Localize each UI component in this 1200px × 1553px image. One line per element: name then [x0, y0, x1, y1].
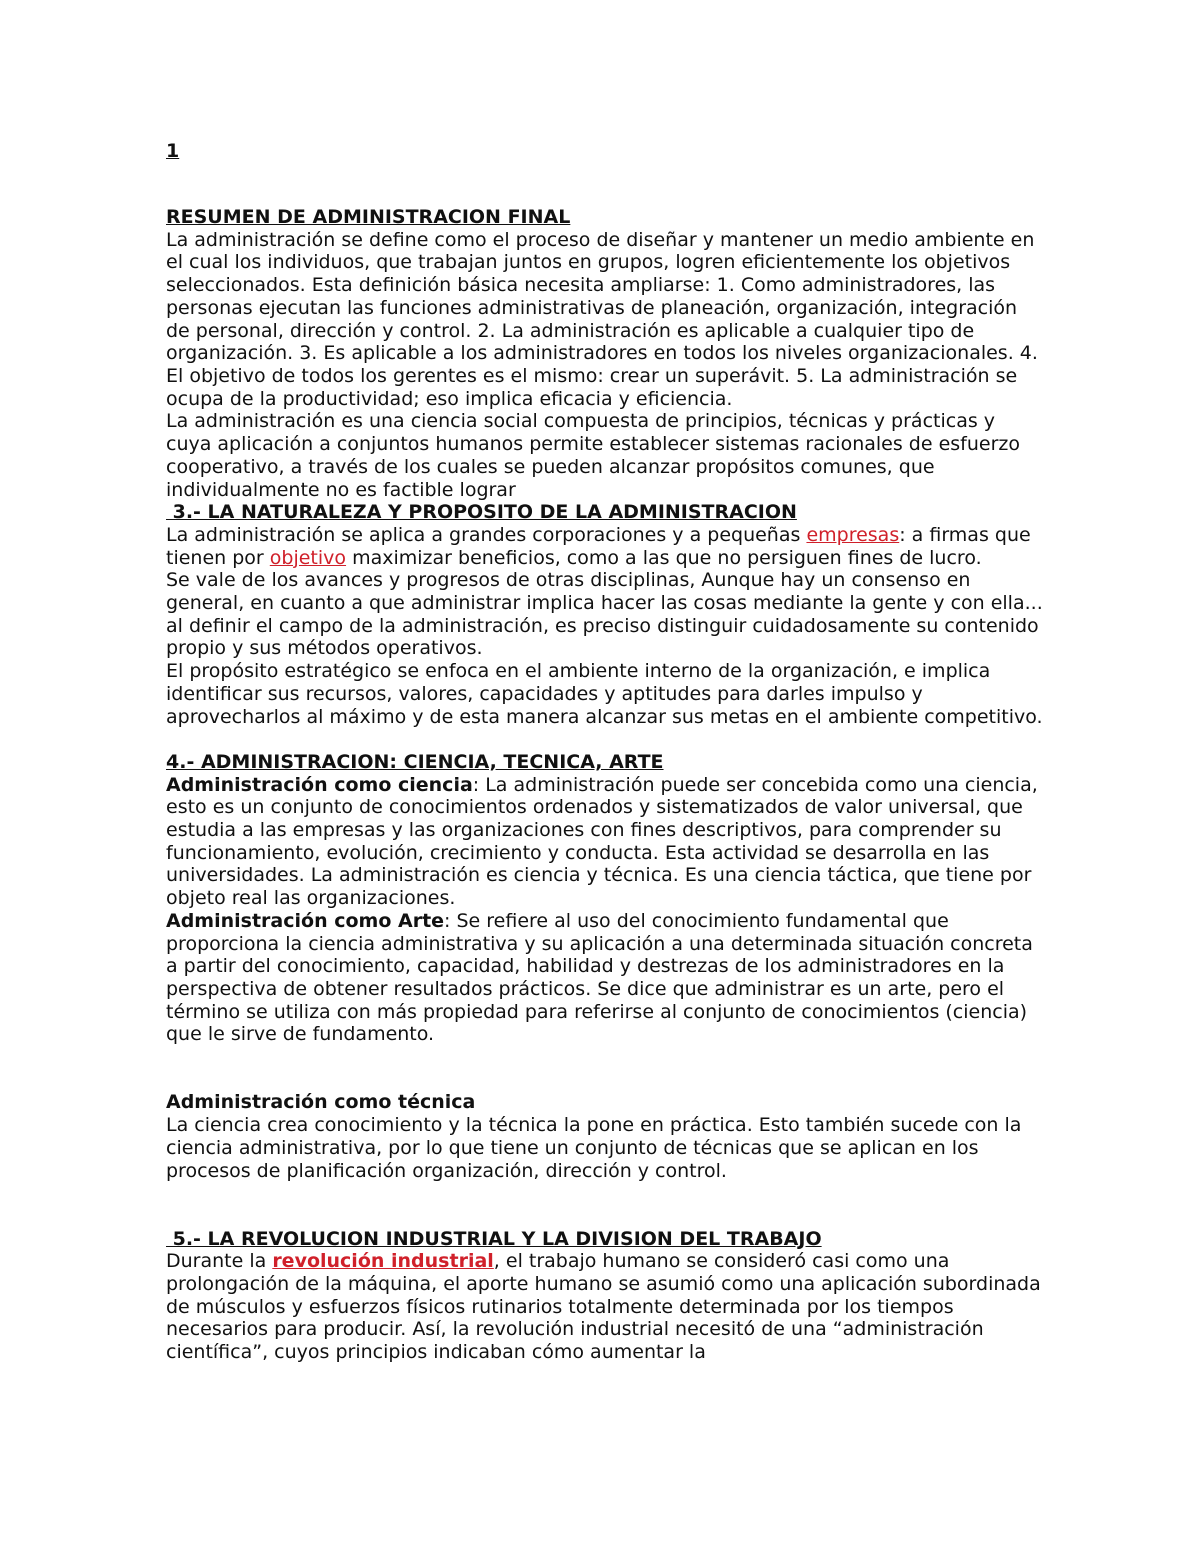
tecnica-heading: Administración como técnica	[166, 1091, 476, 1114]
ciencia-paragraph	[166, 774, 1046, 910]
tecnica-paragraph: La ciencia crea conocimiento y la técnica la pone en práctica. Esto también sucede con la ciencia administrativa, por lo que tiene un conjunto de técnicas que se aplican en los procesos de planificación organización, dirección y control.	[166, 1114, 1022, 1182]
arte-term: Administración como Arte	[166, 909, 445, 932]
document-body	[166, 138, 1046, 1364]
section-3-text-b: : a firmas que tienen por	[166, 523, 1031, 569]
section-3-text-c: maximizar beneficios, como a las que no persiguen fines de lucro.	[346, 546, 982, 569]
spacer	[166, 1069, 1046, 1092]
section-3-paragraph-2: Se vale de los avances y progresos de otras disciplinas, Aunque hay un consenso en general, en cuanto a que administrar implica hacer las cosas mediante la gente y con ella... al definir el campo de la administración, es preciso distinguir cuidadosamente su contenido propio y sus métodos operativos.	[166, 569, 1043, 660]
objetivo-link[interactable]: objetivo	[269, 546, 347, 569]
spacer	[166, 183, 1046, 206]
page-number: 1	[166, 140, 180, 162]
spacer	[166, 728, 1046, 751]
ciencia-text: : La administración puede ser concebida como una ciencia, esto es un conjunto de conocimientos ordenados y sistematizados de valor universal, que estudia a las empresas y las organizaciones con fines descriptivos, para comprender su funcionamiento, evolución, crecimiento y conducta. Esta actividad se desarrolla en las universidades. La administración es ciencia y técnica. Es una ciencia táctica, que tiene por objeto real las organizaciones.	[166, 773, 1038, 910]
section-5-text-a: Durante la	[166, 1250, 273, 1273]
ciencia-term: Administración como ciencia	[166, 773, 473, 796]
section-5-paragraph-1	[166, 1250, 1046, 1364]
empresas-link[interactable]: empresas	[806, 523, 900, 546]
arte-text: : Se refiere al uso del conocimiento fundamental que proporciona la ciencia administrativa y su aplicación a una determinada situación concreta a partir del conocimiento, capacidad, habilidad y destrezas de los administradores en la perspectiva de obtener resultados prácticos. Se dice que administrar es un arte, pero el término se utiliza con más propiedad para referirse al conjunto de conocimientos (ciencia) que le sirve de fundamento.	[166, 909, 1033, 1046]
section-4-heading: 4.- ADMINISTRACION: CIENCIA, TECNICA, ARTE	[166, 750, 664, 773]
revolucion-industrial-link[interactable]: revolución industrial	[272, 1250, 494, 1273]
intro-paragraph-2: La administración es una ciencia social compuesta de principios, técnicas y prácticas y cuya aplicación a conjuntos humanos permite establecer sistemas racionales de esfuerzo cooperativo, a través de los cuales se pueden alcanzar propósitos comunes, que individualmente no es factible lograr	[166, 410, 1021, 501]
document-title: RESUMEN DE ADMINISTRACION FINAL	[166, 206, 571, 229]
section-3-paragraph-1	[166, 524, 1046, 569]
spacer	[166, 1046, 1046, 1069]
arte-paragraph	[166, 910, 1046, 1046]
spacer	[166, 1205, 1046, 1228]
section-5-heading: 5.- LA REVOLUCION INDUSTRIAL Y LA DIVISION DEL TRABAJO	[166, 1227, 822, 1250]
section-5-text-b: , el trabajo humano se consideró casi como una prolongación de la máquina, el aporte humano se asumió como una aplicación subordinada de músculos y esfuerzos físicos rutinarios totalmente determinada por los tiempos necesarios para producir. Así, la revolución industrial necesitó de una “administración científica”, cuyos principios indicaban cómo aumentar la	[166, 1250, 1041, 1364]
section-3-heading: 3.- LA NATURALEZA Y PROPOSITO DE LA ADMINISTRACION	[166, 501, 797, 524]
intro-paragraph-1: La administración se define como el proceso de diseñar y mantener un medio ambiente en el cual los individuos, que trabajan juntos en grupos, logren eficientemente los objetivos seleccionados. Esta definición básica necesita ampliarse: 1. Como administradores, las personas ejecutan las funciones administrativas de planeación, organización, integración de personal, dirección y control. 2. La administración es aplicable a cualquier tipo de organización. 3. Es aplicable a los administradores en todos los niveles organizacionales. 4. El objetivo de todos los gerentes es el mismo: crear un superávit. 5. La administración se ocupa de la productividad; eso implica eficacia y eficiencia.	[166, 228, 1038, 410]
spacer	[166, 161, 1046, 184]
section-3-paragraph-3: El propósito estratégico se enfoca en el ambiente interno de la organización, e implica identificar sus recursos, valores, capacidades y aptitudes para darles impulso y aprovecharlos al máximo y de esta manera alcanzar sus metas en el ambiente competitivo.	[166, 660, 1043, 728]
spacer	[166, 138, 1046, 161]
spacer	[166, 1182, 1046, 1205]
section-3-text-a: La administración se aplica a grandes corporaciones y a pequeñas	[166, 523, 807, 546]
